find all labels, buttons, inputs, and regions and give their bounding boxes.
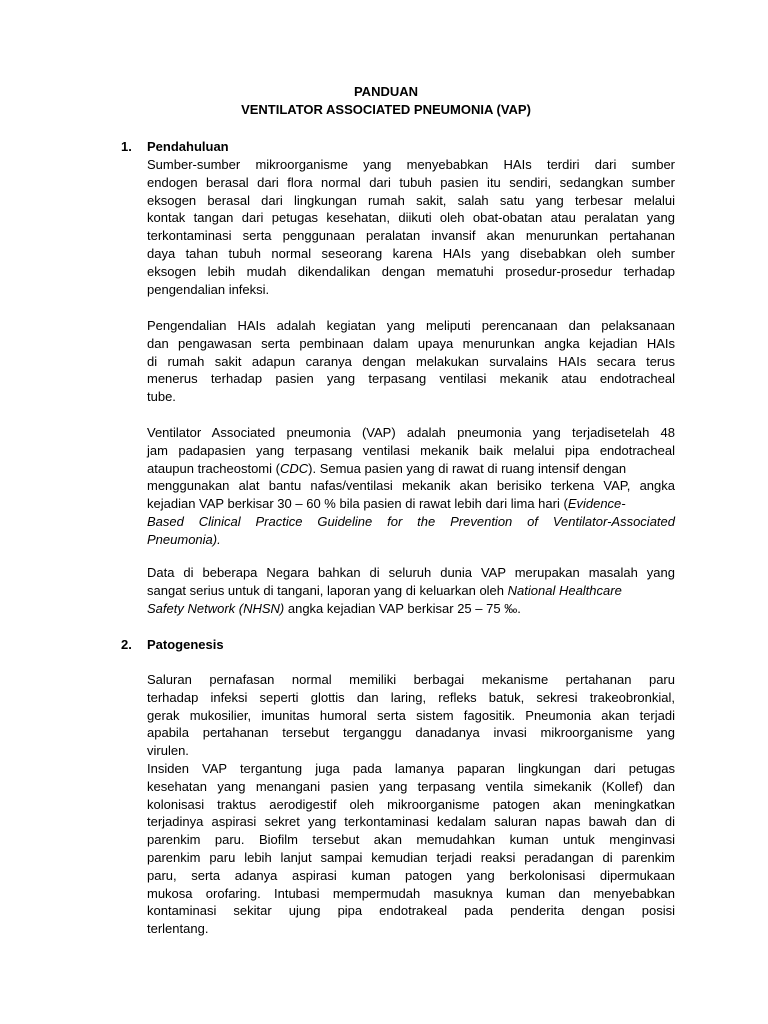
text-line: Ventilator Associated pneumonia (VAP) adalah pneumonia yang terjadisetelah 48 [147, 425, 675, 440]
text-line: menggunakan alat bantu nafas/ventilasi mekanik akan berisiko terkena VAP, angka [147, 478, 675, 494]
text-line: di rumah sakit adapun caranya dengan melakukan survalains HAIs secara terus [147, 353, 675, 369]
text-run: ataupun tracheostomi ( [147, 460, 280, 476]
citation-nhsn: National Healthcare [507, 582, 622, 598]
text-run: angka kejadian VAP berkisar 25 – 75 ‰. [284, 600, 521, 616]
text-line: parenkim paru lebih lanjut sampai kemudian terjadi reaksi peradangan di parenkim [147, 849, 675, 865]
text-line: terlentang. [147, 921, 209, 937]
section-title: Patogenesis [147, 637, 224, 652]
text-line [147, 460, 675, 478]
text-line: pengendalian infeksi. [147, 281, 270, 297]
text-line [147, 600, 675, 618]
section-heading-patogenesis [121, 636, 224, 654]
citation-cdc: CDC [279, 460, 309, 476]
text-line: terjadinya aspirasi sekret yang terkontaminasi kedalam saluran napas bawah dan di [147, 814, 675, 830]
text-line: daya tahan tubuh normal seseorang karena HAIs yang disebabkan oleh sumber [147, 245, 675, 261]
document-title-line2: VENTILATOR ASSOCIATED PNEUMONIA (VAP) [241, 102, 531, 117]
section-title: Pendahuluan [147, 139, 229, 154]
paragraph-5 [147, 671, 675, 760]
text-line: kontaminasi sekitar ujung pipa endotrakeal pada penderita dengan posisi [147, 903, 675, 919]
citation-evidence: Evidence- [567, 496, 626, 512]
text-line: kontak tangan dari petugas kesehatan, diikuti oleh obat-obatan atau peralatan yang [147, 210, 675, 226]
section-number: 2. [121, 637, 132, 652]
text-line: gerak mukosilier, imunitas humoral serta sistem fagositik. Pneumonia akan terjadi [147, 707, 675, 723]
text-line: mukosa orofaring. Intubasi mempermudah masuknya kuman dan menyebabkan [147, 885, 675, 901]
text-line: tube. [147, 389, 176, 405]
text-run: kejadian VAP berkisar 30 – 60 % bila pasien di rawat lebih dari lima hari ( [147, 496, 568, 512]
text-line: kesehatan yang menangani pasien yang terpasang ventila simekanik (Kollef) dan [147, 778, 675, 794]
citation-nhsn-abbr: Safety Network (NHSN) [147, 600, 285, 616]
document-title-line1: PANDUAN [353, 84, 419, 99]
paragraph-3 [147, 424, 675, 549]
text-line: kolonisasi traktus aerodigestif oleh mikroorganisme patogen akan meningkatkan [147, 796, 675, 812]
paragraph-2 [147, 317, 675, 406]
text-line: terhadap infeksi seperti glottis dan laring, refleks batuk, sekresi trakeobronkial, [147, 689, 675, 705]
text-line: Pneumonia). [147, 531, 221, 547]
text-line: Based Clinical Practice Guideline for the Prevention of Ventilator-Associated [147, 513, 675, 529]
text-line: Sumber-sumber mikroorganisme yang menyebabkan HAIs terdiri dari sumber [147, 157, 675, 172]
text-line: jam padapasien yang terpasang ventilasi mekanik baik melalui pipa endotracheal [147, 442, 675, 458]
text-line: virulen. [147, 743, 189, 759]
text-line: Data di beberapa Negara bahkan di seluruh dunia VAP merupakan masalah yang [147, 565, 675, 580]
text-line: Saluran pernafasan normal memiliki berbagai mekanisme pertahanan paru [147, 672, 675, 687]
text-line: paru, serta adanya aspirasi kuman patogen yang berkolonisasi dipermukaan [147, 867, 675, 883]
text-run: ). Semua pasien yang di rawat di ruang intensif dengan [308, 460, 627, 476]
text-line: eksogen lebih mudah dikendalikan dengan mematuhi prosedur-prosedur terhadap [147, 263, 675, 279]
paragraph-6 [147, 760, 675, 938]
paragraph-4 [147, 564, 675, 617]
text-line: Insiden VAP tergantung juga pada lamanya paparan lingkungan dari petugas [147, 761, 675, 776]
text-line [147, 582, 675, 600]
section-heading-pendahuluan [121, 138, 229, 156]
section-number: 1. [121, 139, 132, 154]
paragraph-1 [147, 156, 675, 298]
text-run: sangat serius untuk di tangani, laporan yang di keluarkan oleh [147, 582, 508, 598]
text-line: terkontaminasi serta penggunaan peralatan invansif akan menurunkan pertahanan [147, 228, 675, 244]
text-line: eksogen berasal dari lingkungan rumah sakit, salah satu yang terbesar melalui [147, 192, 675, 208]
text-line [147, 495, 675, 513]
text-line: endogen berasal dari flora normal dari tubuh pasien itu sendiri, sedangkan sumber [147, 174, 675, 190]
text-line: Pengendalian HAIs adalah kegiatan yang meliputi perencanaan dan pelaksanaan [147, 318, 675, 333]
text-line: apabila pertahanan tersebut terganggu danadanya invasi mikroorganisme yang [147, 725, 675, 741]
text-line: dan pengawasan serta pembinaan dalam upaya menurunkan angka kejadian HAIs [147, 335, 675, 351]
text-line: parenkim paru. Biofilm tersebut akan memudahkan kuman untuk menginvasi [147, 832, 675, 848]
text-line: menerus terhadap pasien yang terpasang ventilasi mekanik atau endotracheal [147, 371, 675, 387]
